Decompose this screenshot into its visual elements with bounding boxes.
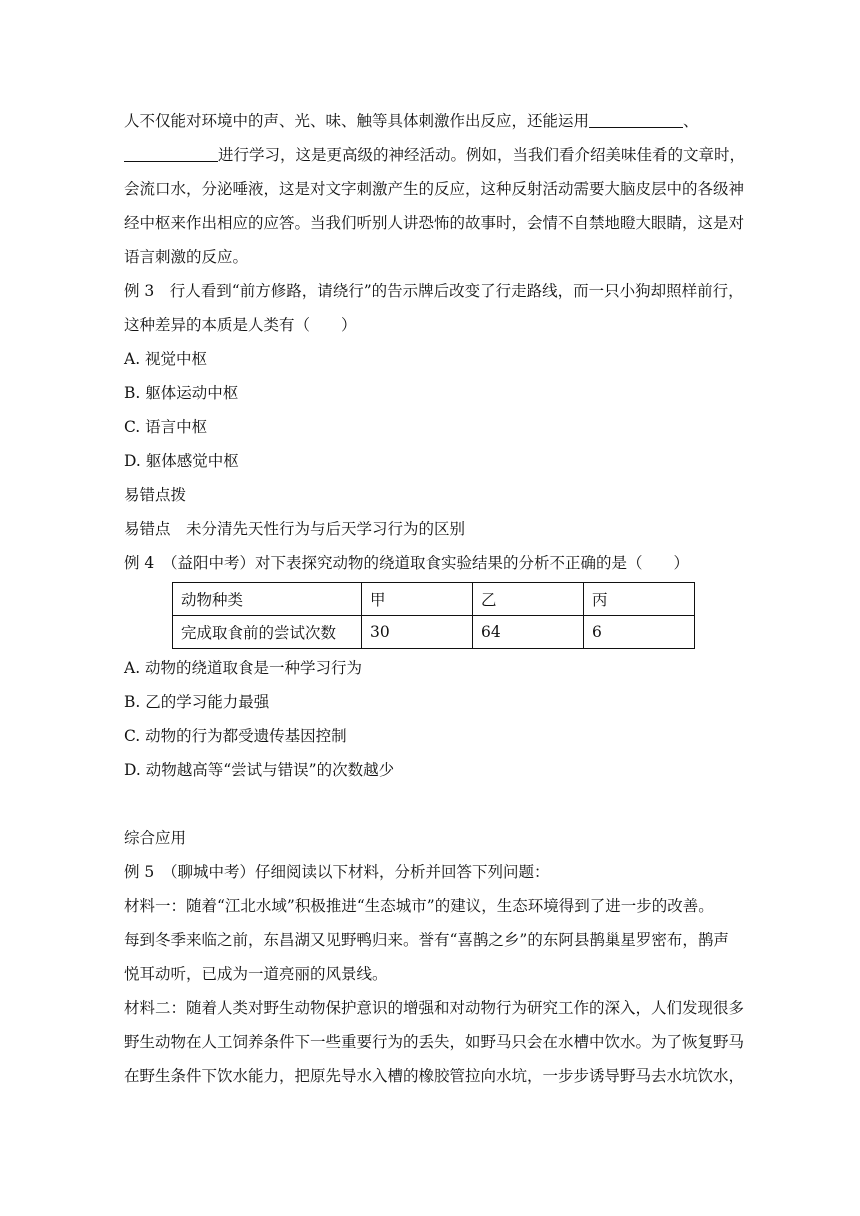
table-cell: 完成取食前的尝试次数: [173, 616, 362, 649]
material-line: 野生动物在人工饲养条件下一些重要行为的丢失，如野马只会在水槽中饮水。为了恢复野马: [124, 1033, 745, 1051]
question-stem: 例 5 （聊城中考）仔细阅读以下材料，分析并回答下列问题：: [124, 863, 550, 881]
section-heading: 易错点拨: [124, 486, 187, 504]
material-line: 在野生条件下饮水能力，把原先导水入槽的橡胶管拉向水坑，一步步诱导野马去水坑饮水，: [124, 1067, 745, 1085]
experiment-table: [172, 582, 695, 649]
material-line: 材料一：随着“江北水域”积极推进“生态城市”的建议，生态环境得到了进一步的改善。: [124, 897, 714, 915]
section-heading: 综合应用: [124, 829, 187, 847]
option-b: B. 乙的学习能力最强: [124, 693, 270, 711]
option-a: A. 视觉中枢: [124, 350, 208, 368]
question-stem: 例 4 （益阳中考）对下表探究动物的绕道取食实验结果的分析不正确的是（ ）: [124, 554, 690, 572]
table-cell: 30: [362, 616, 473, 649]
intro-line: 语言刺激的反应。: [124, 248, 249, 266]
table-cell: 甲: [362, 583, 473, 616]
option-c: C. 动物的行为都受遗传基因控制: [124, 727, 347, 745]
example-3: [124, 274, 744, 478]
intro-line: 经中枢来作出相应的应答。当我们听别人讲恐怖的故事时，会情不自禁地瞪大眼睛，这是对: [124, 214, 745, 232]
document-page: [124, 104, 746, 1093]
fill-blank: [124, 143, 218, 162]
option-b: B. 躯体运动中枢: [124, 384, 239, 402]
intro-line: [124, 138, 746, 172]
fill-blank: [589, 109, 683, 128]
option-a: A. 动物的绕道取食是一种学习行为: [124, 659, 363, 677]
question-stem: 例 3 行人看到“前方修路，请绕行”的告示牌后改变了行走路线，而一只小狗却照样前行，: [124, 282, 744, 300]
intro-line: [124, 104, 736, 138]
applied-section: [124, 821, 745, 1093]
error-point: 易错点 未分清先天性行为与后天学习行为的区别: [124, 520, 466, 538]
example-4: [124, 546, 736, 787]
table-cell: 丙: [584, 583, 695, 616]
table-cell: 动物种类: [173, 583, 362, 616]
material-line: 每到冬季来临之前，东昌湖又见野鸭归来。誉有“喜鹊之乡”的东阿县鹊巢星罗密布，鹊声: [124, 931, 729, 949]
intro-text: 进行学习，这是更高级的神经活动。例如，当我们看介绍美味佳肴的文章时，: [218, 146, 746, 164]
table-cell: 6: [584, 616, 695, 649]
table-cell: 乙: [473, 583, 584, 616]
table-header-row: [173, 583, 695, 616]
option-c: C. 语言中枢: [124, 418, 208, 436]
intro-text: 人不仅能对环境中的声、光、味、触等具体刺激作出反应，还能运用: [124, 112, 590, 130]
spacer: [124, 787, 736, 821]
error-section: [124, 478, 736, 546]
material-line: 材料二：随着人类对野生动物保护意识的增强和对动物行为研究工作的深入，人们发现很多: [124, 999, 745, 1017]
experiment-table-wrap: [124, 582, 736, 649]
table-row: [173, 616, 695, 649]
intro-text: 、: [683, 112, 699, 130]
option-d: D. 躯体感觉中枢: [124, 452, 239, 470]
option-d: D. 动物越高等“尝试与错误”的次数越少: [124, 761, 395, 779]
material-line: 悦耳动听，已成为一道亮丽的风景线。: [124, 965, 388, 983]
intro-line: 会流口水，分泌唾液，这是对文字刺激产生的反应，这种反射活动需要大脑皮层中的各级神: [124, 180, 745, 198]
question-stem: 这种差异的本质是人类有（ ）: [124, 316, 357, 334]
table-cell: 64: [473, 616, 584, 649]
intro-paragraph: [124, 104, 746, 274]
